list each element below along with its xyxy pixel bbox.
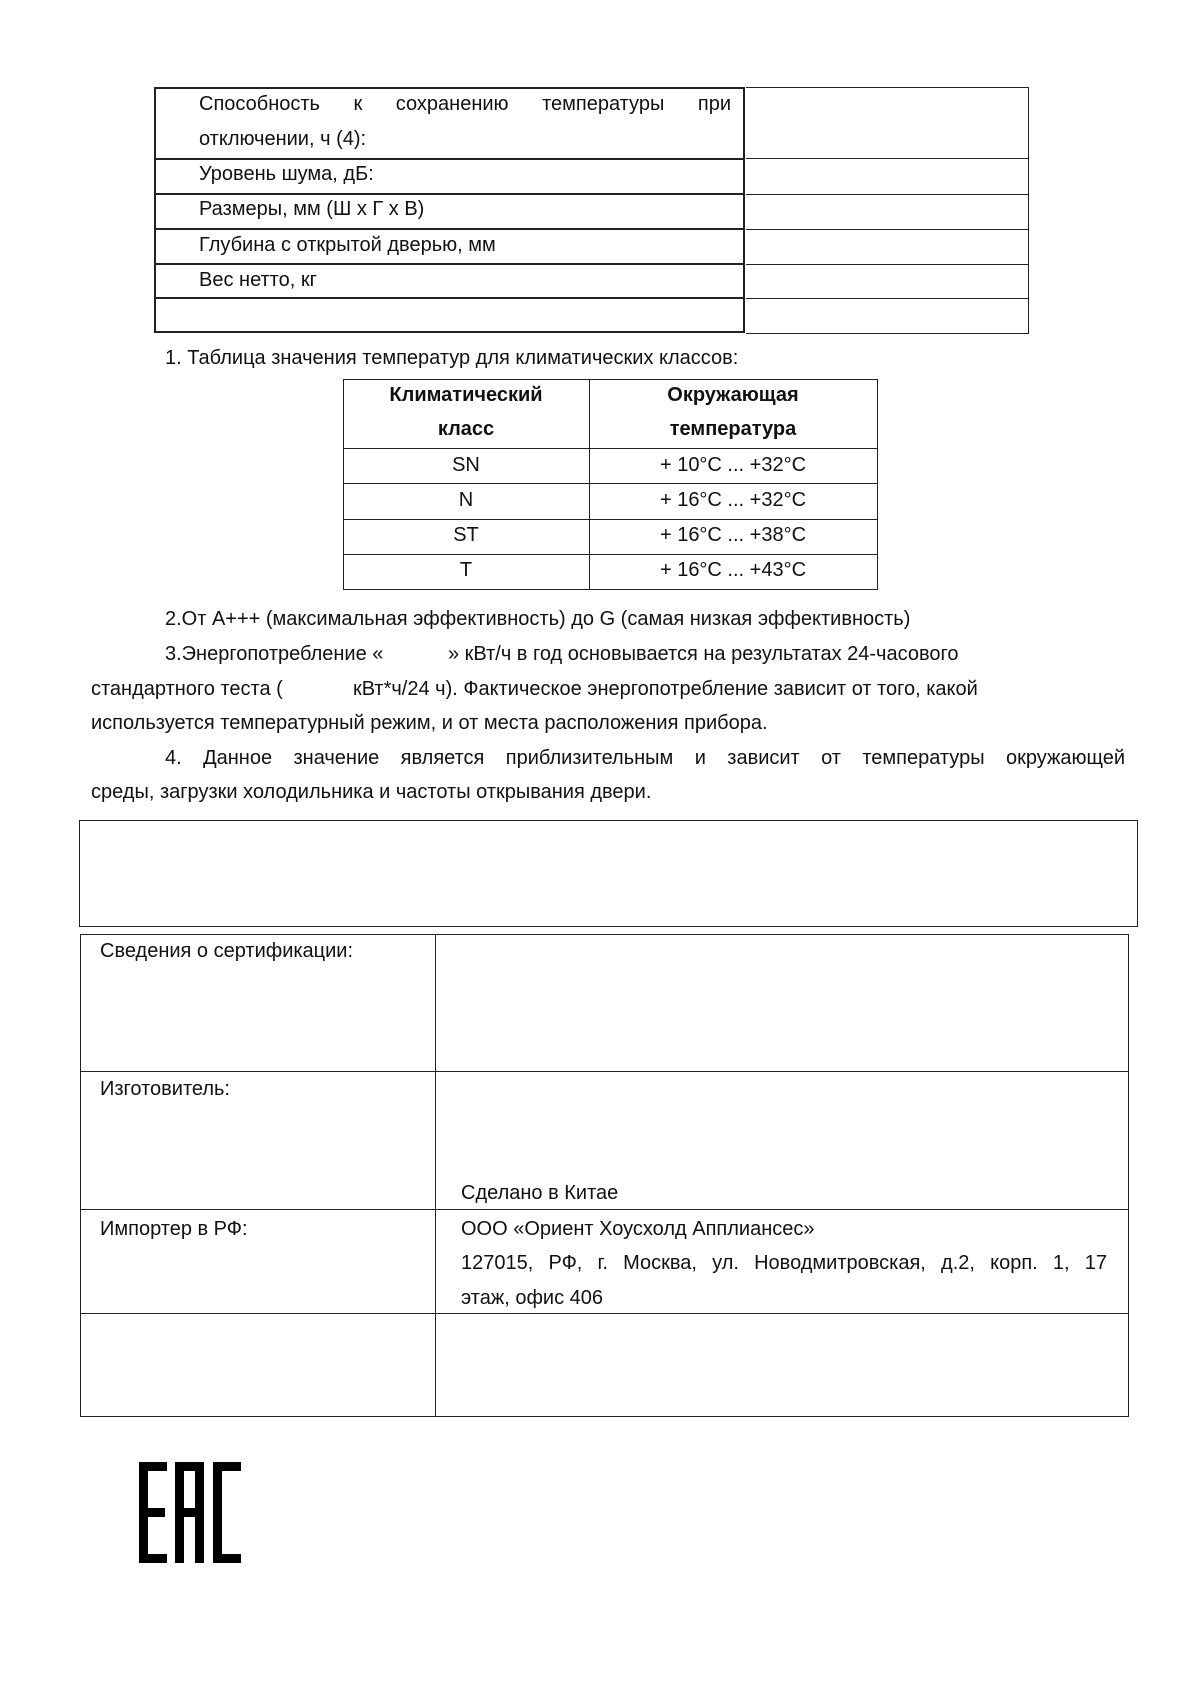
climate-header-temp-line2: температура [669,418,797,440]
note-4-line1: 4. Данное значение является приблизительным и зависит от температуры окружающей [165,747,1125,769]
note-4-line2: среды, загрузки холодильника и частоты открывания двери. [91,781,652,803]
importer-label: Импортер в РФ: [100,1218,248,1240]
climate-header-class-line1: Климатический [389,384,543,406]
climate-table-caption: 1. Таблица значения температур для климатических классов: [165,347,739,369]
climate-class-cell: N [458,489,474,511]
importer-name: ООО «Ориент Хоусхолд Апплиансес» [461,1218,815,1240]
spec-label-temp-retention-cont: отключении, ч (4): [199,128,367,150]
climate-temp-cell: + 10°C ... +32°C [659,454,807,476]
importer-address-line1: 127015, РФ, г. Москва, ул. Новодмитровская, д.2, корп. 1, 17 [461,1252,1107,1274]
climate-temp-cell: + 16°C ... +32°C [659,489,807,511]
climate-header-temp-line1: Окружающая [667,384,799,406]
spec-label-temp-retention: Способность к сохранению температуры при [199,93,731,115]
spec-label-noise: Уровень шума, дБ: [199,163,374,185]
spec-label-depth-open-door: Глубина с открытой дверью, мм [199,234,496,256]
importer-address-line2: этаж, офис 406 [461,1287,603,1309]
note-3-line3: используется температурный режим, и от места расположения прибора. [91,712,768,734]
note-3-line1-b: » кВт/ч в год основывается на результатах 24-часового [448,643,959,665]
climate-temp-cell: + 16°C ... +43°C [659,559,807,581]
climate-class-cell: ST [453,524,479,546]
manufacturer-label: Изготовитель: [100,1078,230,1100]
climate-class-cell: T [459,559,473,581]
note-3-line2-b: кВт*ч/24 ч). Фактическое энергопотребление зависит от того, какой [353,678,978,700]
climate-temp-cell: + 16°C ... +38°C [659,524,807,546]
note-3-line1-a: 3.Энергопотребление « [165,643,384,665]
empty-box [79,820,1138,927]
manufacturer-value: Сделано в Китае [461,1182,619,1204]
eac-mark-icon [139,1462,241,1563]
spec-label-dimensions: Размеры, мм (Ш х Г х В) [199,198,425,220]
cert-info-label: Сведения о сертификации: [100,940,354,962]
note-2: 2.От А+++ (максимальная эффективность) до G (самая низкая эффективность) [165,608,911,630]
climate-header-class-line2: класс [437,418,495,440]
climate-class-cell: SN [452,454,480,476]
spec-label-net-weight: Вес нетто, кг [199,269,317,291]
note-3-line2-a: стандартного теста ( [91,678,283,700]
